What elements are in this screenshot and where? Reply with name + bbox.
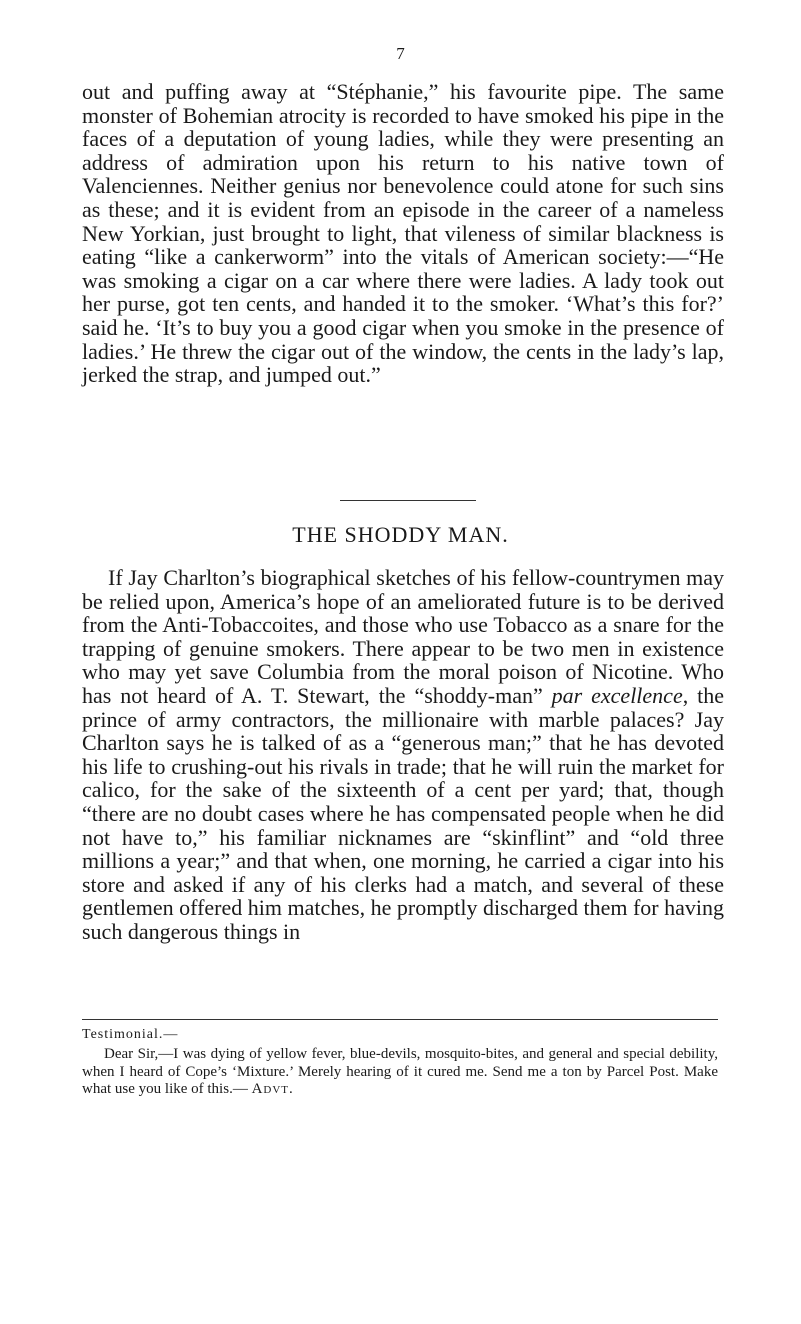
- testimonial-text: Dear Sir,—I was dying of yellow fever, blue-devils, mosquito-bites, and general and special debility, when I heard of Cope’s ‘Mixture.’ Merely hearing of it cured me. Send me a ton by Parcel Post. Make what use you like of this.—: [82, 1046, 718, 1097]
- page-number: 7: [396, 44, 405, 63]
- testimonial-signature: Advt.: [251, 1081, 294, 1097]
- second-paragraph-part2: , the prince of army contractors, the millionaire with marble palaces? Jay Charlton says he is talked of as a “generous man;” that he has devoted his life to crushing-out his rivals in trade; that he will ruin the market for calico, for the sake of the sixteenth of a cent per yard; that, though “there are no doubt cases where he has compensated people when he did not have to,” his familiar nicknames are “skinflint” and “old three millions a year;” and that when, one morning, he carried a cigar into his store and asked if any of his clerks had a match, and several of these gentlemen offered him matches, he promptly discharged them for having such dangerous things in: [82, 682, 724, 944]
- section-divider: [340, 500, 476, 501]
- section-heading: THE SHODDY MAN.: [292, 522, 509, 547]
- footer-divider: [82, 1019, 718, 1020]
- first-paragraph: out and puffing away at “Stéphanie,” his favourite pipe. The same monster of Bohemian atrocity is recorded to have smoked his pipe in the faces of a deputation of young ladies, while they were presenting an address of admiration upon his return to his native town of Valenciennes. Neither genius nor benevolence could atone for such sins as these; and it is evident from an episode in the career of a nameless New Yorkian, just brought to light, that vileness of similar blackness is eating “like a cankerworm” into the vitals of American society:—“He was smoking a cigar on a car where there were ladies. A lady took out her purse, got ten cents, and handed it to the smoker. ‘What’s this for?’ said he. ‘It’s to buy you a good cigar when you smoke in the presence of ladies.’ He threw the cigar out of the window, the cents in the lady’s lap, jerked the strap, and jumped out.”: [82, 79, 724, 388]
- second-paragraph-part1: If Jay Charlton’s biographical sketches of his fellow-countrymen may be relied upon, America’s hope of an ameliorated future is to be derived from the Anti-Tobaccoites, and those who use Tobacco as a snare for the trapping of genuine smokers. There appear to be two men in existence who may yet save Columbia from the moral poison of Nicotine. Who has not heard of A. T. Stewart, the “shoddy-man”: [82, 565, 724, 708]
- testimonial-body: [82, 1046, 718, 1099]
- second-paragraph-italic: par excellence: [551, 682, 683, 708]
- testimonial-heading: Testimonial.—: [82, 1027, 179, 1042]
- second-paragraph: [82, 566, 724, 944]
